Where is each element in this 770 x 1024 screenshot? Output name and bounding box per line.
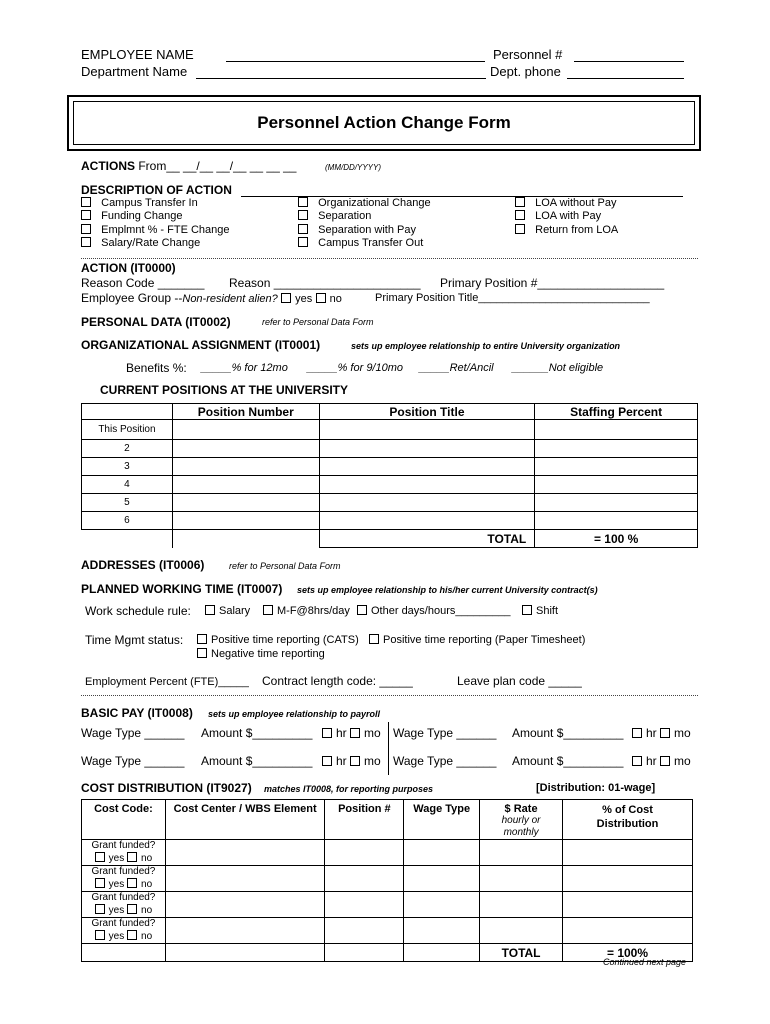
time-positive-paper[interactable]: Positive time reporting (Paper Timesheet) xyxy=(369,634,585,646)
employee-name-label: EMPLOYEE NAME xyxy=(81,47,194,62)
option-funding-change[interactable]: Funding Change xyxy=(81,210,230,223)
benefits-label: Benefits %: xyxy=(126,361,187,375)
personal-data-note: refer to Personal Data Form xyxy=(262,317,374,327)
divider xyxy=(81,258,698,259)
col-header-cost-center: Cost Center / WBS Element xyxy=(165,800,325,840)
planned-working-time-label: PLANNED WORKING TIME (IT0007) xyxy=(81,582,283,596)
table-cell[interactable] xyxy=(319,512,535,530)
checkbox[interactable] xyxy=(263,605,273,615)
table-cell[interactable] xyxy=(319,476,535,494)
table-cell xyxy=(172,530,319,548)
option-separation[interactable]: Separation xyxy=(298,210,431,223)
table-cell[interactable] xyxy=(563,892,693,918)
cost-total-label: TOTAL xyxy=(480,944,563,962)
basic-pay-divider xyxy=(388,722,389,775)
table-cell[interactable] xyxy=(480,892,563,918)
table-cell[interactable] xyxy=(535,476,698,494)
date-format-hint: (MM/DD/YYYY) xyxy=(325,163,381,172)
table-cell[interactable] xyxy=(319,458,535,476)
checkbox[interactable] xyxy=(357,605,367,615)
table-cell[interactable] xyxy=(404,866,480,892)
hr-mo-3: hr mo xyxy=(322,754,381,768)
personal-data-label: PERSONAL DATA (IT0002) xyxy=(81,315,231,329)
wage-type-2[interactable]: Wage Type ______ xyxy=(393,726,497,740)
table-cell[interactable] xyxy=(172,440,319,458)
table-cell[interactable] xyxy=(480,866,563,892)
grant-funded-cell: Grant funded? yes no xyxy=(82,866,166,892)
table-cell[interactable] xyxy=(535,420,698,440)
benefits-12mo[interactable]: _____% for 12mo xyxy=(201,362,288,374)
checkbox[interactable] xyxy=(350,728,360,738)
table-cell[interactable] xyxy=(325,944,404,962)
checkbox[interactable] xyxy=(81,210,91,220)
department-name-field[interactable] xyxy=(196,78,486,79)
nonresident-yes[interactable]: yes xyxy=(281,293,312,305)
table-cell[interactable] xyxy=(172,420,319,440)
benefits-ret-ancil[interactable]: _____Ret/Ancil xyxy=(419,362,494,374)
table-cell[interactable] xyxy=(319,494,535,512)
total-label: TOTAL xyxy=(319,530,535,548)
addresses-label: ADDRESSES (IT0006) xyxy=(81,558,205,572)
checkbox[interactable] xyxy=(298,197,308,207)
checkbox[interactable] xyxy=(197,648,207,658)
divider xyxy=(81,695,698,696)
title-box xyxy=(67,95,701,151)
leave-plan-field[interactable]: Leave plan code _____ xyxy=(457,674,582,688)
distribution-code: [Distribution: 01-wage] xyxy=(536,782,656,794)
row-label: 3 xyxy=(82,458,173,476)
row-label: 2 xyxy=(82,440,173,458)
addresses-note: refer to Personal Data Form xyxy=(229,561,341,571)
checkbox[interactable] xyxy=(515,224,525,234)
org-assignment-label: ORGANIZATIONAL ASSIGNMENT (IT0001) xyxy=(81,338,321,352)
col-header-wage-type: Wage Type xyxy=(404,800,480,840)
col-header-cost-code: Cost Code: xyxy=(82,800,166,840)
col-header-position-number: Position Number xyxy=(172,404,319,420)
option-organizational-change[interactable]: Organizational Change xyxy=(298,197,431,210)
planned-working-time-note: sets up employee relationship to his/her current University contract(s) xyxy=(297,585,598,595)
current-positions-table xyxy=(81,403,698,548)
checkbox[interactable] xyxy=(127,930,137,940)
reason-field[interactable]: Reason ______________________ xyxy=(229,276,421,290)
cost-distribution-note: matches IT0008, for reporting purposes xyxy=(264,784,434,794)
col-header-position-title: Position Title xyxy=(319,404,535,420)
work-schedule-other[interactable]: Other days/hours_________ xyxy=(357,605,510,617)
amount-4[interactable]: Amount $_________ xyxy=(512,754,624,768)
row-label: 6 xyxy=(82,512,173,530)
option-loa-with-pay[interactable]: LOA with Pay xyxy=(515,210,618,223)
checkbox[interactable] xyxy=(632,756,642,766)
table-cell[interactable] xyxy=(319,440,535,458)
cost-distribution-table xyxy=(81,799,693,962)
actions-label: ACTIONS xyxy=(81,159,135,173)
checkbox[interactable] xyxy=(205,605,215,615)
dept-phone-field[interactable] xyxy=(567,78,684,79)
checkbox[interactable] xyxy=(127,878,137,888)
dept-phone-label: Dept. phone xyxy=(490,64,561,79)
table-cell[interactable] xyxy=(535,440,698,458)
table-cell[interactable] xyxy=(480,918,563,944)
page-title: Personnel Action Change Form xyxy=(257,113,511,132)
checkbox[interactable] xyxy=(316,293,326,303)
continued-next-page: Continued next page xyxy=(603,957,687,967)
actions-from-date[interactable]: From__ __/__ __/__ __ __ __ xyxy=(138,159,297,173)
action-section-label: ACTION (IT0000) xyxy=(81,261,176,275)
option-loa-without-pay[interactable]: LOA without Pay xyxy=(515,197,618,210)
work-schedule-mf-8hrs[interactable]: M-F@8hrs/day xyxy=(263,605,350,617)
col-header-rate: $ Rate hourly or monthly xyxy=(480,800,563,840)
hr-mo-2: hr mo xyxy=(632,726,691,740)
checkbox[interactable] xyxy=(95,904,105,914)
table-cell[interactable] xyxy=(172,476,319,494)
description-col1 xyxy=(81,197,230,250)
option-fte-change[interactable]: Emplmnt % - FTE Change xyxy=(81,224,230,237)
description-col3 xyxy=(515,197,618,237)
benefits-9-10mo[interactable]: _____% for 9/10mo xyxy=(307,362,404,374)
time-mgmt-label: Time Mgmt status: xyxy=(85,633,184,647)
description-label: DESCRIPTION OF ACTION xyxy=(81,183,232,197)
checkbox[interactable] xyxy=(298,224,308,234)
table-cell[interactable] xyxy=(165,866,325,892)
row-label: This Position xyxy=(82,420,173,440)
primary-position-field[interactable]: Primary Position #___________________ xyxy=(440,276,665,290)
table-cell xyxy=(82,530,173,548)
amount-1[interactable]: Amount $_________ xyxy=(201,726,313,740)
checkbox[interactable] xyxy=(281,293,291,303)
grant-funded-cell: Grant funded? yes no xyxy=(82,892,166,918)
table-cell[interactable] xyxy=(404,892,480,918)
table-cell[interactable] xyxy=(535,512,698,530)
amount-3[interactable]: Amount $_________ xyxy=(201,754,313,768)
checkbox[interactable] xyxy=(95,878,105,888)
employee-name-field[interactable] xyxy=(226,61,485,62)
cost-total-value: = 100% xyxy=(563,944,693,962)
checkbox[interactable] xyxy=(632,728,642,738)
work-schedule-label: Work schedule rule: xyxy=(85,604,191,618)
work-schedule-shift[interactable]: Shift xyxy=(522,605,558,617)
table-cell[interactable] xyxy=(563,840,693,866)
checkbox[interactable] xyxy=(95,930,105,940)
checkbox[interactable] xyxy=(81,237,91,247)
table-cell[interactable] xyxy=(325,840,404,866)
checkbox[interactable] xyxy=(322,756,332,766)
checkbox[interactable] xyxy=(369,634,379,644)
description-col2 xyxy=(298,197,431,250)
employment-percent-field[interactable]: Employment Percent (FTE)_____ xyxy=(85,676,249,688)
table-cell[interactable] xyxy=(325,892,404,918)
employee-group-row: Employee Group --Non-resident alien? yes no xyxy=(81,291,342,305)
checkbox[interactable] xyxy=(298,237,308,247)
checkbox[interactable] xyxy=(298,210,308,220)
col-header-percent-cost: % of Cost Distribution xyxy=(563,800,693,840)
table-header-blank xyxy=(82,404,173,420)
grant-funded-cell: Grant funded? yes no xyxy=(82,840,166,866)
actions-row xyxy=(81,159,296,173)
option-salary-rate-change[interactable]: Salary/Rate Change xyxy=(81,237,230,250)
table-cell[interactable] xyxy=(404,944,480,962)
table-cell[interactable] xyxy=(480,840,563,866)
total-value: = 100 % xyxy=(535,530,698,548)
personnel-number-field[interactable] xyxy=(574,61,684,62)
checkbox[interactable] xyxy=(127,904,137,914)
option-separation-with-pay[interactable]: Separation with Pay xyxy=(298,224,431,237)
hr-mo-1: hr mo xyxy=(322,726,381,740)
table-cell[interactable] xyxy=(172,512,319,530)
table-cell[interactable] xyxy=(82,944,166,962)
basic-pay-label: BASIC PAY (IT0008) xyxy=(81,706,193,720)
primary-position-title-field[interactable]: Primary Position Title____________________________ xyxy=(375,292,650,304)
table-cell[interactable] xyxy=(563,866,693,892)
table-cell[interactable] xyxy=(404,840,480,866)
amount-2[interactable]: Amount $_________ xyxy=(512,726,624,740)
table-cell[interactable] xyxy=(165,944,325,962)
checkbox[interactable] xyxy=(515,197,525,207)
grant-funded-cell: Grant funded? yes no xyxy=(82,918,166,944)
contract-length-field[interactable]: Contract length code: _____ xyxy=(262,674,413,688)
table-cell[interactable] xyxy=(172,458,319,476)
table-cell[interactable] xyxy=(172,494,319,512)
time-negative[interactable]: Negative time reporting xyxy=(197,648,325,660)
org-assignment-note: sets up employee relationship to entire University organization xyxy=(351,341,621,351)
wage-type-4[interactable]: Wage Type ______ xyxy=(393,754,497,768)
option-return-from-loa[interactable]: Return from LOA xyxy=(515,224,618,237)
wage-type-1[interactable]: Wage Type ______ xyxy=(81,726,185,740)
cost-distribution-label: COST DISTRIBUTION (IT9027) xyxy=(81,781,252,795)
checkbox[interactable] xyxy=(127,852,137,862)
hr-mo-4: hr mo xyxy=(632,754,691,768)
personnel-number-label: Personnel # xyxy=(493,47,563,62)
table-cell[interactable] xyxy=(404,918,480,944)
work-schedule-salary[interactable]: Salary xyxy=(205,605,250,617)
checkbox[interactable] xyxy=(660,756,670,766)
table-cell[interactable] xyxy=(325,918,404,944)
checkbox[interactable] xyxy=(81,197,91,207)
row-label: 4 xyxy=(82,476,173,494)
table-cell[interactable] xyxy=(325,866,404,892)
table-cell[interactable] xyxy=(165,918,325,944)
checkbox[interactable] xyxy=(515,210,525,220)
col-header-staffing-percent: Staffing Percent xyxy=(535,404,698,420)
table-cell[interactable] xyxy=(535,458,698,476)
checkbox[interactable] xyxy=(522,605,532,615)
checkbox[interactable] xyxy=(197,634,207,644)
checkbox[interactable] xyxy=(95,852,105,862)
checkbox[interactable] xyxy=(81,224,91,234)
nonresident-no[interactable]: no xyxy=(316,293,342,305)
table-cell[interactable] xyxy=(563,918,693,944)
wage-type-3[interactable]: Wage Type ______ xyxy=(81,754,185,768)
table-cell[interactable] xyxy=(165,840,325,866)
table-cell[interactable] xyxy=(165,892,325,918)
time-positive-cats[interactable]: Positive time reporting (CATS) xyxy=(197,634,359,646)
basic-pay-note: sets up employee relationship to payroll xyxy=(208,709,381,719)
checkbox[interactable] xyxy=(322,728,332,738)
current-positions-title: CURRENT POSITIONS AT THE UNIVERSITY xyxy=(100,383,349,397)
benefits-not-eligible[interactable]: ______Not eligible xyxy=(512,362,604,374)
department-name-label: Department Name xyxy=(81,64,188,79)
table-cell[interactable] xyxy=(319,420,535,440)
option-campus-transfer-out[interactable]: Campus Transfer Out xyxy=(298,237,431,250)
row-label: 5 xyxy=(82,494,173,512)
table-cell[interactable] xyxy=(535,494,698,512)
checkbox[interactable] xyxy=(350,756,360,766)
checkbox[interactable] xyxy=(660,728,670,738)
option-campus-transfer-in[interactable]: Campus Transfer In xyxy=(81,197,230,210)
reason-code-field[interactable]: Reason Code _______ xyxy=(81,276,205,290)
col-header-position-number: Position # xyxy=(325,800,404,840)
